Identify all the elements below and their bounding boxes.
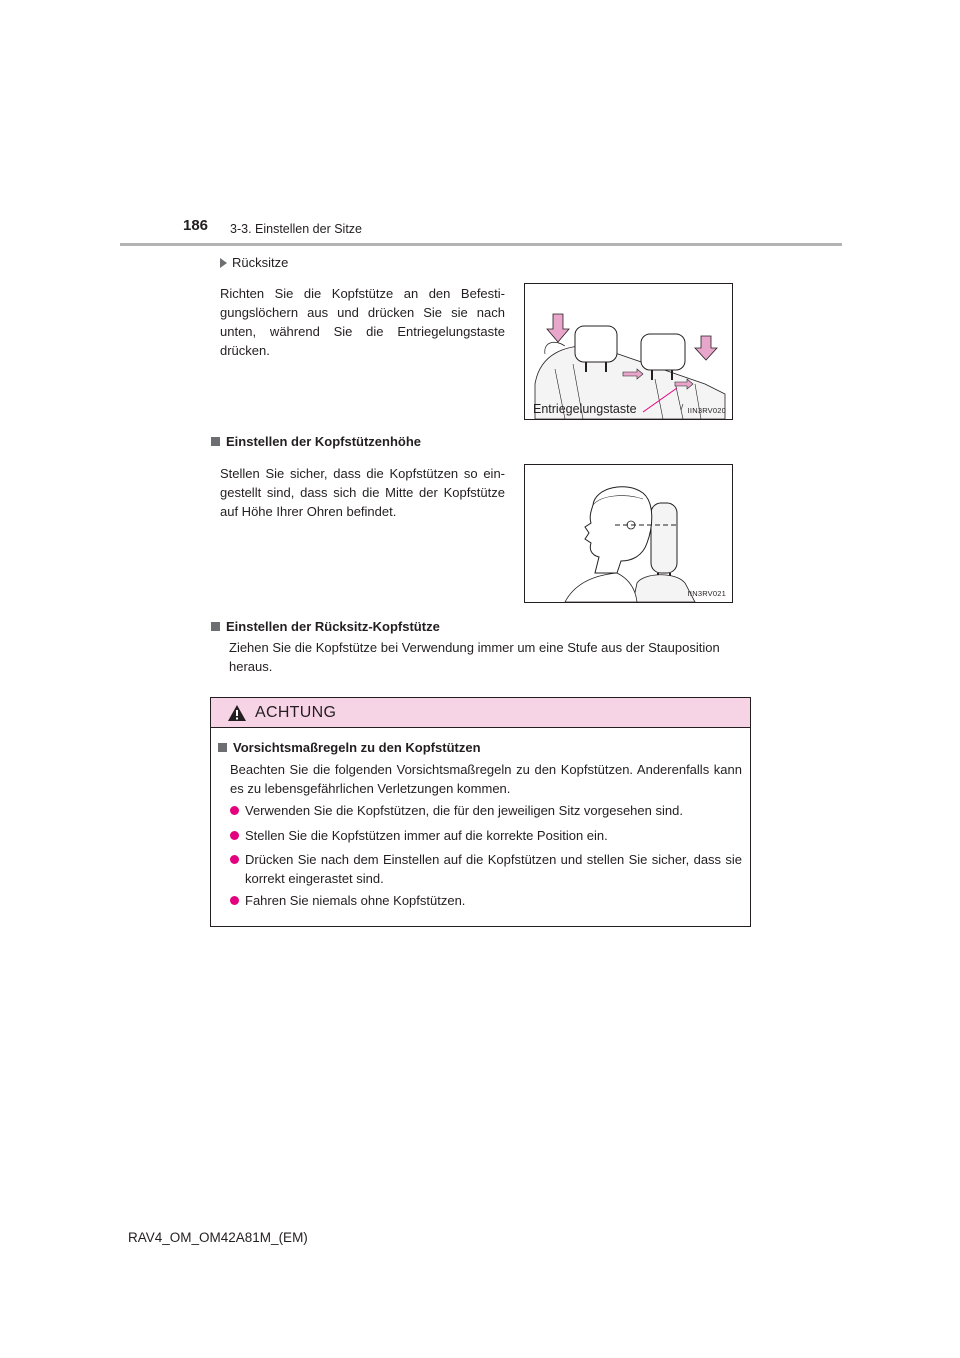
section-title: 3-3. Einstellen der Sitze	[230, 222, 363, 236]
warning-bullet	[230, 801, 742, 820]
head-profile-illustration	[525, 465, 732, 602]
warning-bullet-text: Drücken Sie nach dem Einstellen auf die Kopfstützen und stellen Sie sicher, dass sie korrekt eingerastet sind.	[245, 852, 742, 886]
rear-headrest-illustration	[525, 284, 732, 419]
warning-bullet	[230, 826, 742, 845]
rear-seats-heading-text: Rücksitze	[232, 255, 289, 270]
warning-triangle-icon	[227, 704, 247, 722]
warning-bullet-text: Stellen Sie die Kopfstützen immer auf die korrekte Position ein.	[245, 828, 608, 843]
bullet-dot-icon	[230, 806, 239, 815]
rear-headrest-text: Ziehen Sie die Kopfstütze bei Verwendung immer um eine Stufe aus der Stauposition heraus.	[229, 640, 720, 674]
warning-subheading-text: Vorsichtsmaßregeln zu den Kopfstützen	[233, 740, 481, 755]
bullet-dot-icon	[230, 896, 239, 905]
warning-bullet	[230, 850, 742, 888]
square-bullet-icon	[211, 622, 220, 631]
warning-header	[211, 698, 750, 728]
warning-subheading	[218, 740, 481, 755]
warning-bullet	[230, 891, 742, 910]
release-button-label: Entriegelungstaste	[533, 402, 637, 416]
bullet-dot-icon	[230, 831, 239, 840]
figure-code: IIN3RV020	[687, 406, 726, 415]
header-rule	[120, 243, 842, 246]
warning-bullet-text: Verwenden Sie die Kopfstützen, die für den jeweiligen Sitz vorgesehen sind.	[245, 803, 683, 818]
height-adjust-heading	[211, 434, 421, 449]
square-bullet-icon	[211, 437, 220, 446]
height-adjust-text: Stellen Sie sicher, dass die Kopfstützen so ein-gestellt sind, dass sich die Mitte der Kopfstütze auf Höhe Ihrer Ohren befindet.	[220, 466, 505, 519]
warning-bullet-text: Fahren Sie niemals ohne Kopfstützen.	[245, 893, 466, 908]
triangle-bullet-icon	[220, 258, 227, 268]
square-bullet-icon	[218, 743, 227, 752]
rear-headrest-figure	[524, 283, 733, 420]
rear-seats-text: Richten Sie die Kopfstütze an den Befesti-gungslöchern aus und drücken Sie sie nach unten, während Sie die Entriegelungstaste drücken.	[220, 286, 505, 358]
warning-title: ACHTUNG	[255, 703, 337, 721]
page-number: 186	[183, 217, 209, 234]
figure-code: IIN3RV021	[687, 589, 726, 598]
warning-box	[210, 697, 751, 927]
height-adjust-heading-text: Einstellen der Kopfstützenhöhe	[226, 434, 422, 449]
headrest-height-figure	[524, 464, 733, 603]
bullet-dot-icon	[230, 855, 239, 864]
rear-seats-heading	[220, 255, 288, 270]
rear-headrest-heading	[211, 619, 440, 634]
rear-headrest-heading-text: Einstellen der Rücksitz-Kopfstütze	[226, 619, 440, 634]
warning-intro: Beachten Sie die folgenden Vorsichtsmaßregeln zu den Kopfstützen. Anderenfalls kann es zu lebensgefährlichen Verletzungen kommen.	[230, 762, 742, 796]
document-code: RAV4_OM_OM42A81M_(EM)	[128, 1230, 308, 1245]
